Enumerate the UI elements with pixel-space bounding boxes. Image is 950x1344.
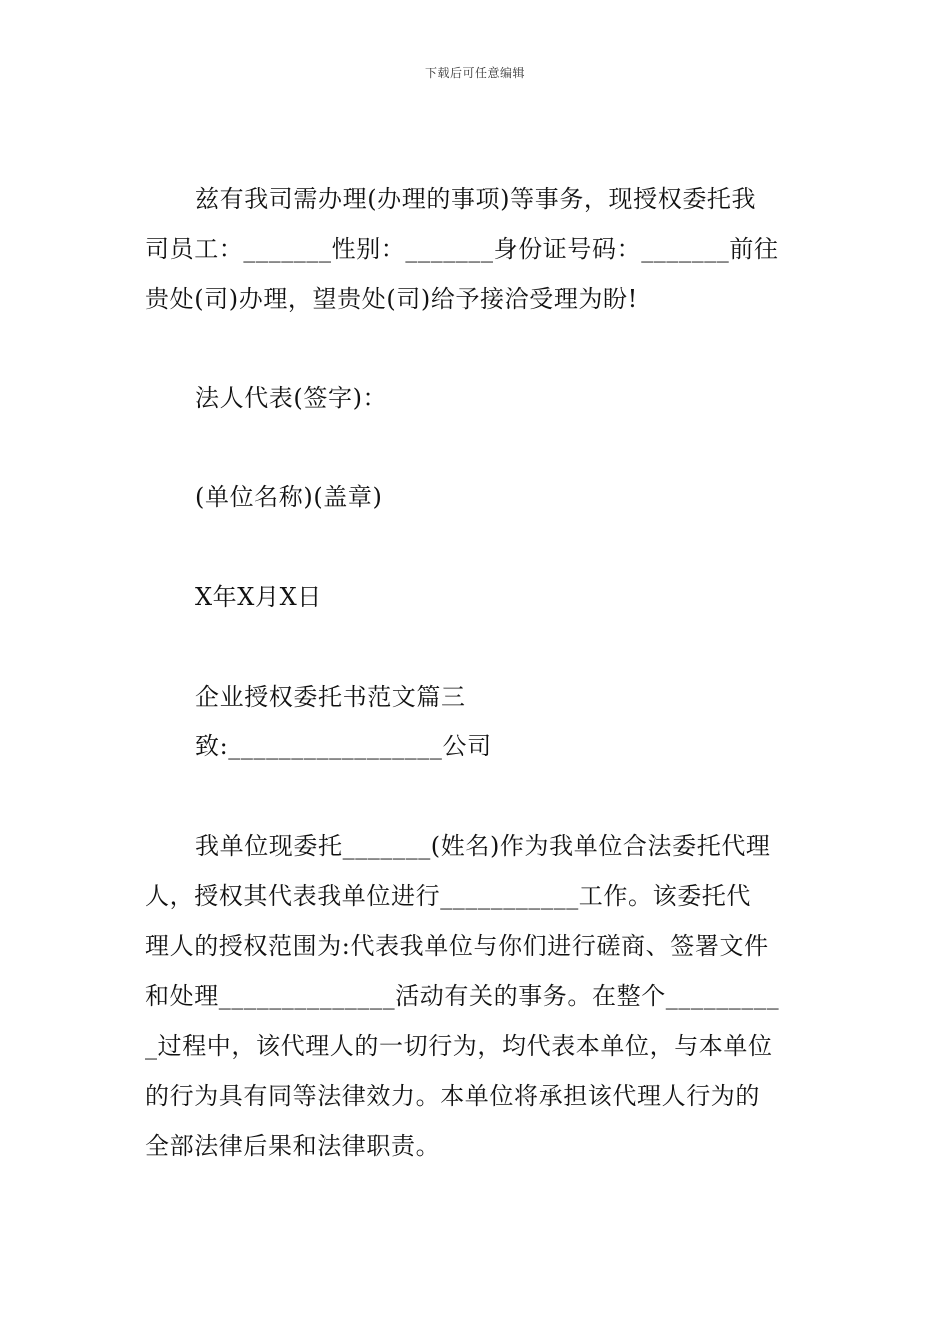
section-title: 企业授权委托书范文篇三 [195, 683, 466, 711]
addressee-line: 致:_________________公司 [195, 732, 492, 760]
paragraph-2-line-3: 理人的授权范围为:代表我单位与你们进行磋商、签署文件 [145, 932, 769, 960]
paragraph-2-line-1: 我单位现委托_______(姓名)作为我单位合法委托代理 [195, 832, 771, 860]
paragraph-1-line-1: 兹有我司需办理(办理的事项)等事务，现授权委托我 [195, 185, 757, 213]
unit-seal-line: (单位名称)(盖章) [195, 483, 383, 511]
paragraph-2-line-7: 全部法律后果和法律职责。 [145, 1132, 441, 1160]
signature-line: 法人代表(签字)： [195, 384, 388, 412]
paragraph-2-line-5: _过程中，该代理人的一切行为，均代表本单位，与本单位 [145, 1032, 773, 1060]
paragraph-1-line-2: 司员工：_______性别：_______身份证号码：_______前往 [145, 235, 779, 263]
date-line: X年X月X日 [195, 583, 322, 611]
paragraph-2-line-2: 人，授权其代表我单位进行___________工作。该委托代 [145, 882, 751, 910]
paragraph-2-line-6: 的行为具有同等法律效力。本单位将承担该代理人行为的 [145, 1082, 760, 1110]
paragraph-1-line-3: 贵处(司)办理，望贵处(司)给予接洽受理为盼! [145, 285, 638, 313]
page-header: 下载后可任意编辑 [424, 66, 525, 80]
paragraph-2-line-4: 和处理______________活动有关的事务。在整个_________ [145, 982, 780, 1010]
